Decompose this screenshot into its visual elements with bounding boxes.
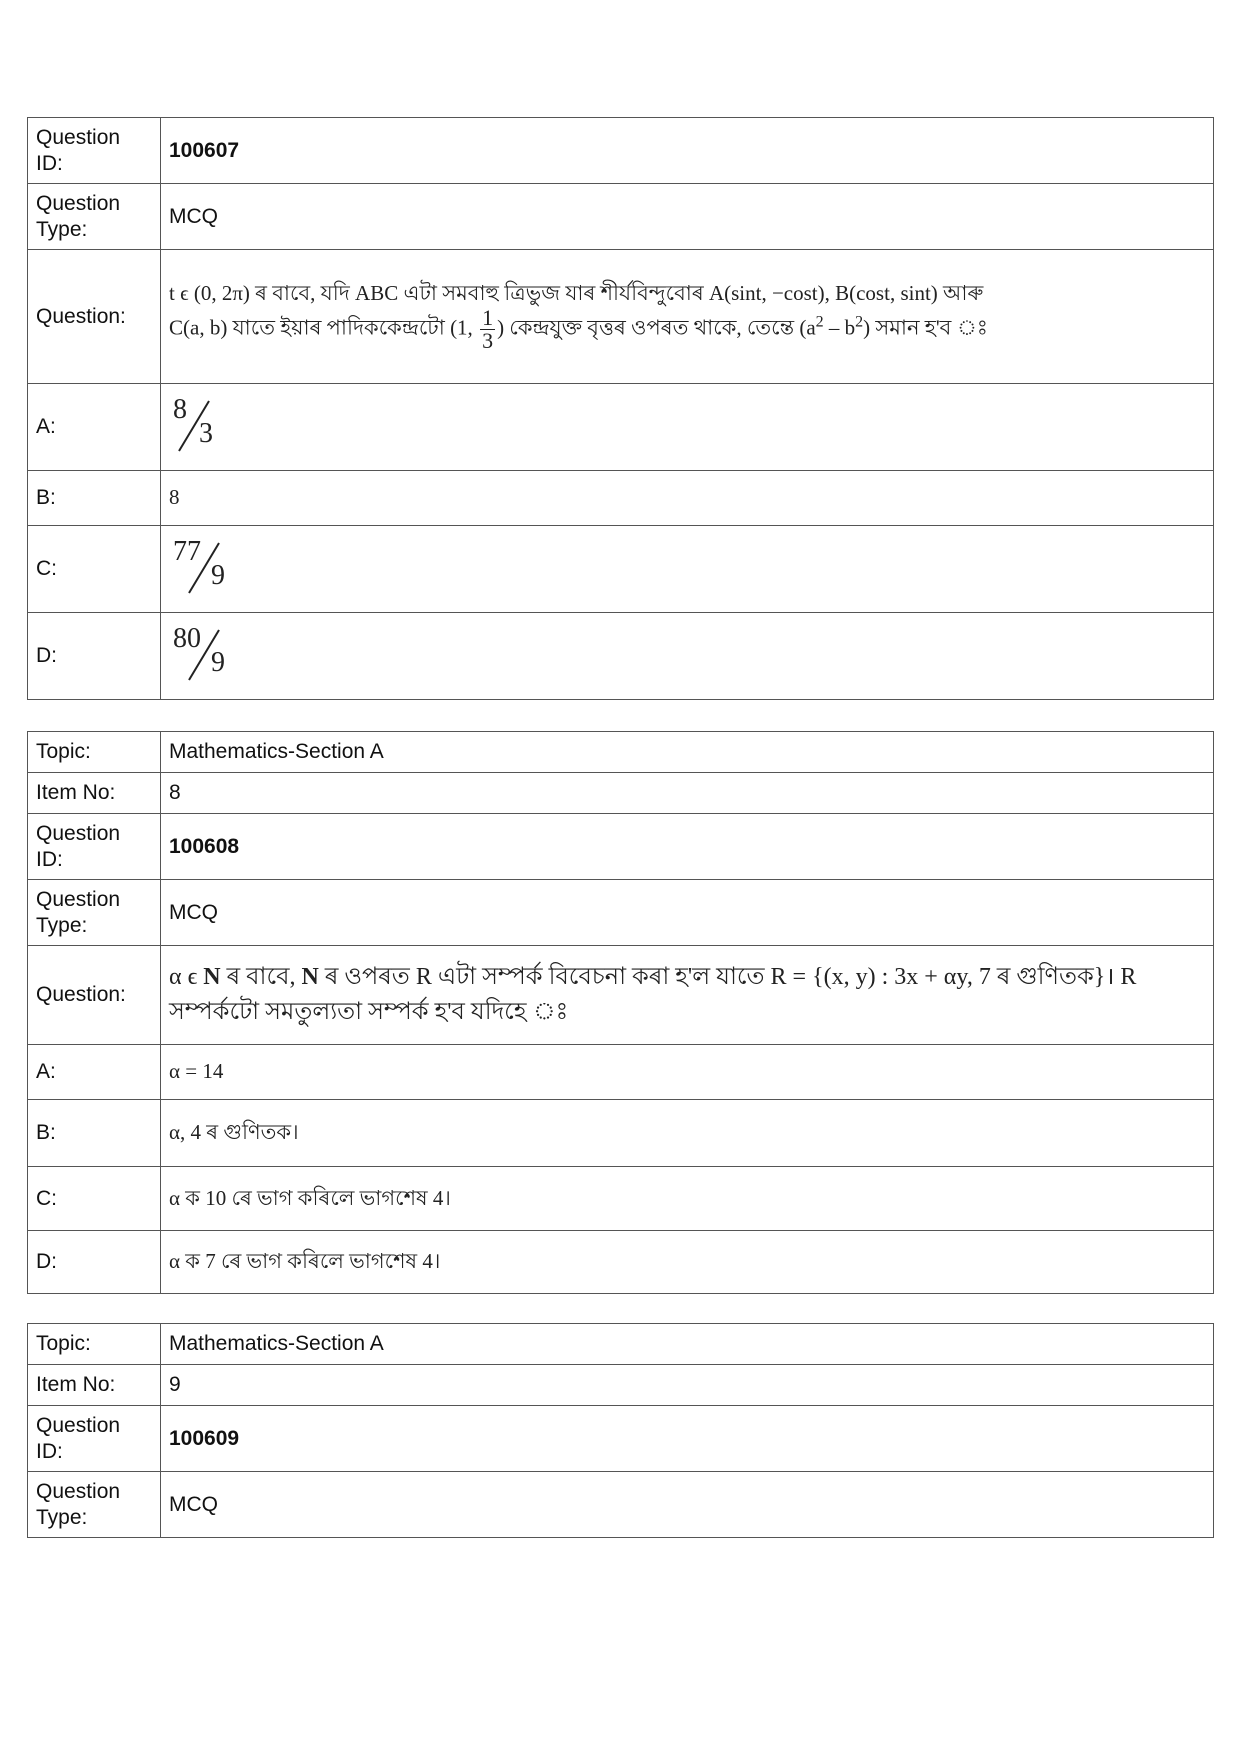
label-topic: Topic: [28,1324,161,1365]
label-question: Question: [28,946,161,1045]
label-option-a: A: [28,384,161,471]
row-question-type [28,184,1214,250]
topic-value: Mathematics-Section A [161,1324,1214,1365]
slash-fraction-a [169,393,233,455]
question-line-2-part4: ) সমান হ'ব ঃ [863,314,988,339]
question-table-100609 [27,1323,1214,1538]
inline-fraction [480,304,495,353]
row-topic [28,732,1214,773]
option-b-value: 8 [161,471,1214,526]
label-question-id: Question ID: [28,118,161,184]
label-option-d: D: [28,1231,161,1294]
question-type-value: MCQ [161,880,1214,946]
slash-fraction-d-denominator: 9 [211,646,225,678]
option-c-value: α ক 10 ৰে ভাগ কৰিলে ভাগশেষ 4। [161,1167,1214,1231]
row-topic [28,1324,1214,1365]
question-line-2 [169,304,1205,353]
row-question-type [28,880,1214,946]
question-line-2-part2: ) কেন্দ্ৰযুক্ত বৃত্তৰ ওপৰত থাকে, তেন্তে (a [497,314,816,339]
label-option-c: C: [28,526,161,613]
label-item-no: Item No: [28,1365,161,1406]
label-topic: Topic: [28,732,161,773]
question-text-part1: α ϵ [169,964,204,991]
fraction-slash [173,395,223,453]
row-question [28,946,1214,1045]
row-question [28,250,1214,384]
question-id-value: 100609 [161,1406,1214,1472]
question-table-100608 [27,731,1214,1294]
question-id-value: 100607 [161,118,1214,184]
option-a-value: α = 14 [161,1045,1214,1100]
item-no-value: 8 [161,773,1214,814]
option-a-value [161,384,1214,471]
label-option-c: C: [28,1167,161,1231]
label-option-b: B: [28,1100,161,1167]
label-option-a: A: [28,1045,161,1100]
row-option-d [28,1231,1214,1294]
question-text [161,250,1214,384]
option-d-value: α ক 7 ৰে ভাগ কৰিলে ভাগশেষ 4। [161,1231,1214,1294]
question-line-1-text: t ϵ (0, 2π) ৰ বাবে, যদি ABC এটা সমবাহু ত্ৰিভুজ যাৰ শীৰ্যবিন্দুবোৰ A(sint, −cost), B(cost, sint) আৰু [169,281,984,306]
slash-fraction-c [169,535,243,597]
fraction-numerator: 1 [482,304,494,330]
question-line-2-part3: – b [823,314,856,339]
naturals-symbol: N [203,964,221,991]
naturals-symbol: N [301,964,319,991]
row-question-id [28,814,1214,880]
label-question-type: Question Type: [28,1472,161,1538]
label-question-type: Question Type: [28,880,161,946]
row-item-no [28,1365,1214,1406]
superscript-b: 2 [855,312,864,330]
question-type-value: MCQ [161,184,1214,250]
label-question-id: Question ID: [28,1406,161,1472]
slash-fraction-c-numerator: 77 [173,535,201,567]
row-option-a [28,384,1214,471]
row-option-c [28,526,1214,613]
question-line-1 [169,281,1205,306]
option-b-value: α, 4 ৰ গুণিতক। [161,1100,1214,1167]
question-text-part3: ৰ ওপৰত R এটা সম্পৰ্ক বিবেচনা কৰা হ'ল যাতে R = {(x, y) : 3x + αy, 7 ৰ গুণিতক}। R সম্পৰ্কটো সমতুল্যতা সম্পৰ্ক হ'ব যদিহে ঃ [169,964,1137,1025]
fraction-denominator: 3 [482,327,494,353]
option-c-value [161,526,1214,613]
topic-value: Mathematics-Section A [161,732,1214,773]
label-option-b: B: [28,471,161,526]
question-text [161,946,1214,1045]
row-option-c [28,1167,1214,1231]
option-d-value [161,613,1214,700]
superscript-a: 2 [815,312,824,330]
row-item-no [28,773,1214,814]
question-text-part2: ৰ বাবে, [220,964,302,991]
question-id-value: 100608 [161,814,1214,880]
row-question-type [28,1472,1214,1538]
slash-fraction-a-numerator: 8 [173,393,187,425]
slash-fraction-d [169,622,243,684]
slash-fraction-d-numerator: 80 [173,622,201,654]
row-option-b [28,1100,1214,1167]
row-option-b [28,471,1214,526]
item-no-value: 9 [161,1365,1214,1406]
label-question-type: Question Type: [28,184,161,250]
row-option-d [28,613,1214,700]
question-type-value: MCQ [161,1472,1214,1538]
row-question-id [28,1406,1214,1472]
row-question-id [28,118,1214,184]
question-line-2-part1: C(a, b) যাতে ইয়াৰ পাদিককেন্দ্ৰটো (1, [169,314,473,339]
row-option-a [28,1045,1214,1100]
slash-fraction-a-denominator: 3 [199,417,213,449]
slash-fraction-c-denominator: 9 [211,559,225,591]
label-question-id: Question ID: [28,814,161,880]
label-question: Question: [28,250,161,384]
label-item-no: Item No: [28,773,161,814]
question-table-100607 [27,117,1214,700]
label-option-d: D: [28,613,161,700]
